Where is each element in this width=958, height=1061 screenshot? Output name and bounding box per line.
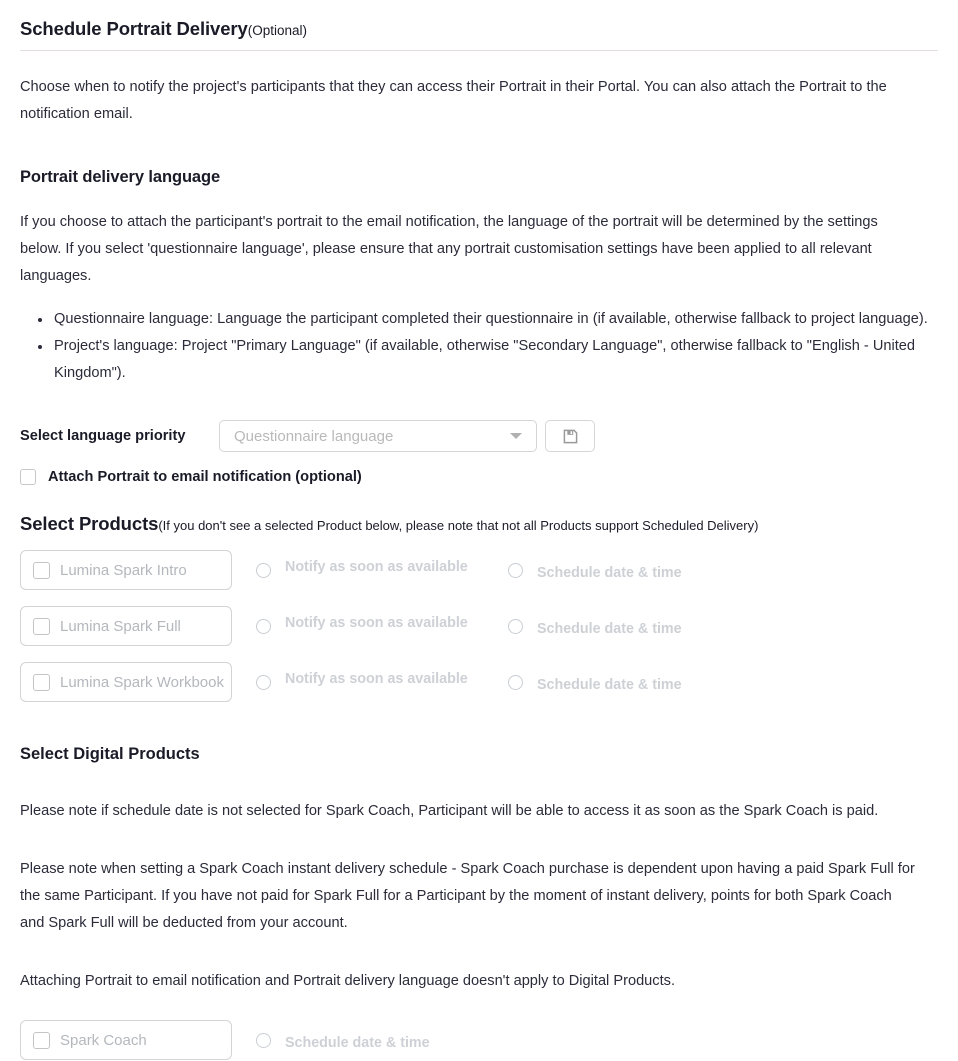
- checkbox[interactable]: [33, 618, 50, 635]
- product-checkbox-spark-coach[interactable]: [20, 1020, 232, 1060]
- language-priority-row: [0, 417, 958, 455]
- list-item: • Questionnaire language: Language the participant completed their questionnaire in (if available, otherwise fallback to project language).: [52, 306, 938, 333]
- schedule-datetime-label: Schedule date & time: [537, 565, 682, 581]
- checkbox[interactable]: [33, 562, 50, 579]
- notify-asap-label: Notify as soon as available: [285, 615, 468, 631]
- radio-button[interactable]: [508, 675, 523, 690]
- select-products-heading: Select Products: [20, 513, 159, 534]
- radio-button[interactable]: [508, 563, 523, 578]
- radio-button[interactable]: [256, 675, 271, 690]
- table-row: [0, 1019, 958, 1061]
- intro-paragraph: Choose when to notify the project's participants that they can access their Portrait in their Portal. You can also attach the Portrait to the notification email.: [20, 79, 887, 122]
- attach-portrait-label: Attach Portrait to email notification (optional): [48, 469, 362, 485]
- radio-button[interactable]: [256, 1033, 271, 1048]
- checkbox[interactable]: [33, 674, 50, 691]
- digital-note-2: Please note when setting a Spark Coach instant delivery schedule - Spark Coach purchase is dependent upon having a paid Spark Full for the same Participant. If you have not paid for Spark Full for a Participant by the moment of instant delivery, points for both Spark Coach and Spark Full will be deducted from your account.: [20, 861, 915, 931]
- schedule-datetime-label: Schedule date & time: [537, 621, 682, 637]
- schedule-datetime-label: Schedule date & time: [537, 677, 682, 693]
- floppy-disk-save-icon: [563, 429, 578, 444]
- attach-portrait-row[interactable]: [0, 469, 958, 485]
- save-language-priority-button[interactable]: [545, 420, 595, 452]
- product-checkbox-lumina-spark-full[interactable]: [20, 606, 232, 646]
- product-name: Spark Coach: [60, 1031, 147, 1049]
- language-priority-select-value: Questionnaire language: [234, 427, 394, 445]
- radio-button[interactable]: [508, 619, 523, 634]
- radio-button[interactable]: [256, 563, 271, 578]
- page-title: Schedule Portrait Delivery: [20, 18, 248, 39]
- table-row: [0, 661, 958, 703]
- schedule-datetime-radio-lumina-spark-full[interactable]: [508, 618, 682, 637]
- notify-asap-radio-lumina-spark-full[interactable]: [256, 615, 508, 634]
- notify-asap-radio-lumina-spark-intro[interactable]: [256, 559, 508, 578]
- page-title-optional-suffix: (Optional): [247, 23, 307, 38]
- list-item: • Project's language: Project "Primary Language" (if available, otherwise "Secondary Language", otherwise fallback to "English - United Kingdom").: [52, 333, 938, 387]
- product-checkbox-lumina-spark-workbook[interactable]: [20, 662, 232, 702]
- chevron-down-icon: [510, 433, 522, 439]
- page-title-row: [0, 0, 958, 40]
- notify-asap-label: Notify as soon as available: [285, 559, 468, 575]
- schedule-datetime-radio-lumina-spark-intro[interactable]: [508, 562, 682, 581]
- schedule-datetime-label: Schedule date & time: [285, 1035, 430, 1051]
- product-checkbox-lumina-spark-intro[interactable]: [20, 550, 232, 590]
- attach-portrait-checkbox[interactable]: [20, 469, 36, 485]
- digital-note-3: Attaching Portrait to email notification and Portrait delivery language doesn't apply to Digital Products.: [20, 973, 676, 989]
- product-name: Lumina Spark Intro: [60, 561, 187, 579]
- table-row: [0, 549, 958, 591]
- language-bullet-list: [0, 306, 958, 387]
- notify-asap-radio-lumina-spark-workbook[interactable]: [256, 671, 508, 690]
- select-products-heading-row: [0, 513, 958, 535]
- portrait-delivery-language-description: If you choose to attach the participant's portrait to the email notification, the language of the portrait will be determined by the settings below. If you select 'questionnaire language', please ensure that any portrait customisation settings have been applied to all relevant languages.: [20, 214, 878, 284]
- select-language-priority-label: Select language priority: [20, 428, 186, 444]
- product-name: Lumina Spark Workbook: [60, 673, 224, 691]
- select-products-heading-note: (If you don't see a selected Product below, please note that not all Products support Scheduled Delivery): [158, 518, 759, 533]
- table-row: [0, 605, 958, 647]
- digital-note-1: Please note if schedule date is not selected for Spark Coach, Participant will be able to access it as soon as the Spark Coach is paid.: [20, 803, 879, 819]
- radio-button[interactable]: [256, 619, 271, 634]
- portrait-delivery-language-heading: Portrait delivery language: [20, 168, 221, 186]
- notify-asap-label: Notify as soon as available: [285, 671, 468, 687]
- language-priority-select[interactable]: [219, 420, 537, 452]
- select-digital-products-heading: Select Digital Products: [20, 745, 200, 763]
- checkbox[interactable]: [33, 1032, 50, 1049]
- product-name: Lumina Spark Full: [60, 617, 181, 635]
- schedule-datetime-radio-spark-coach[interactable]: [256, 1032, 430, 1051]
- schedule-datetime-radio-lumina-spark-workbook[interactable]: [508, 674, 682, 693]
